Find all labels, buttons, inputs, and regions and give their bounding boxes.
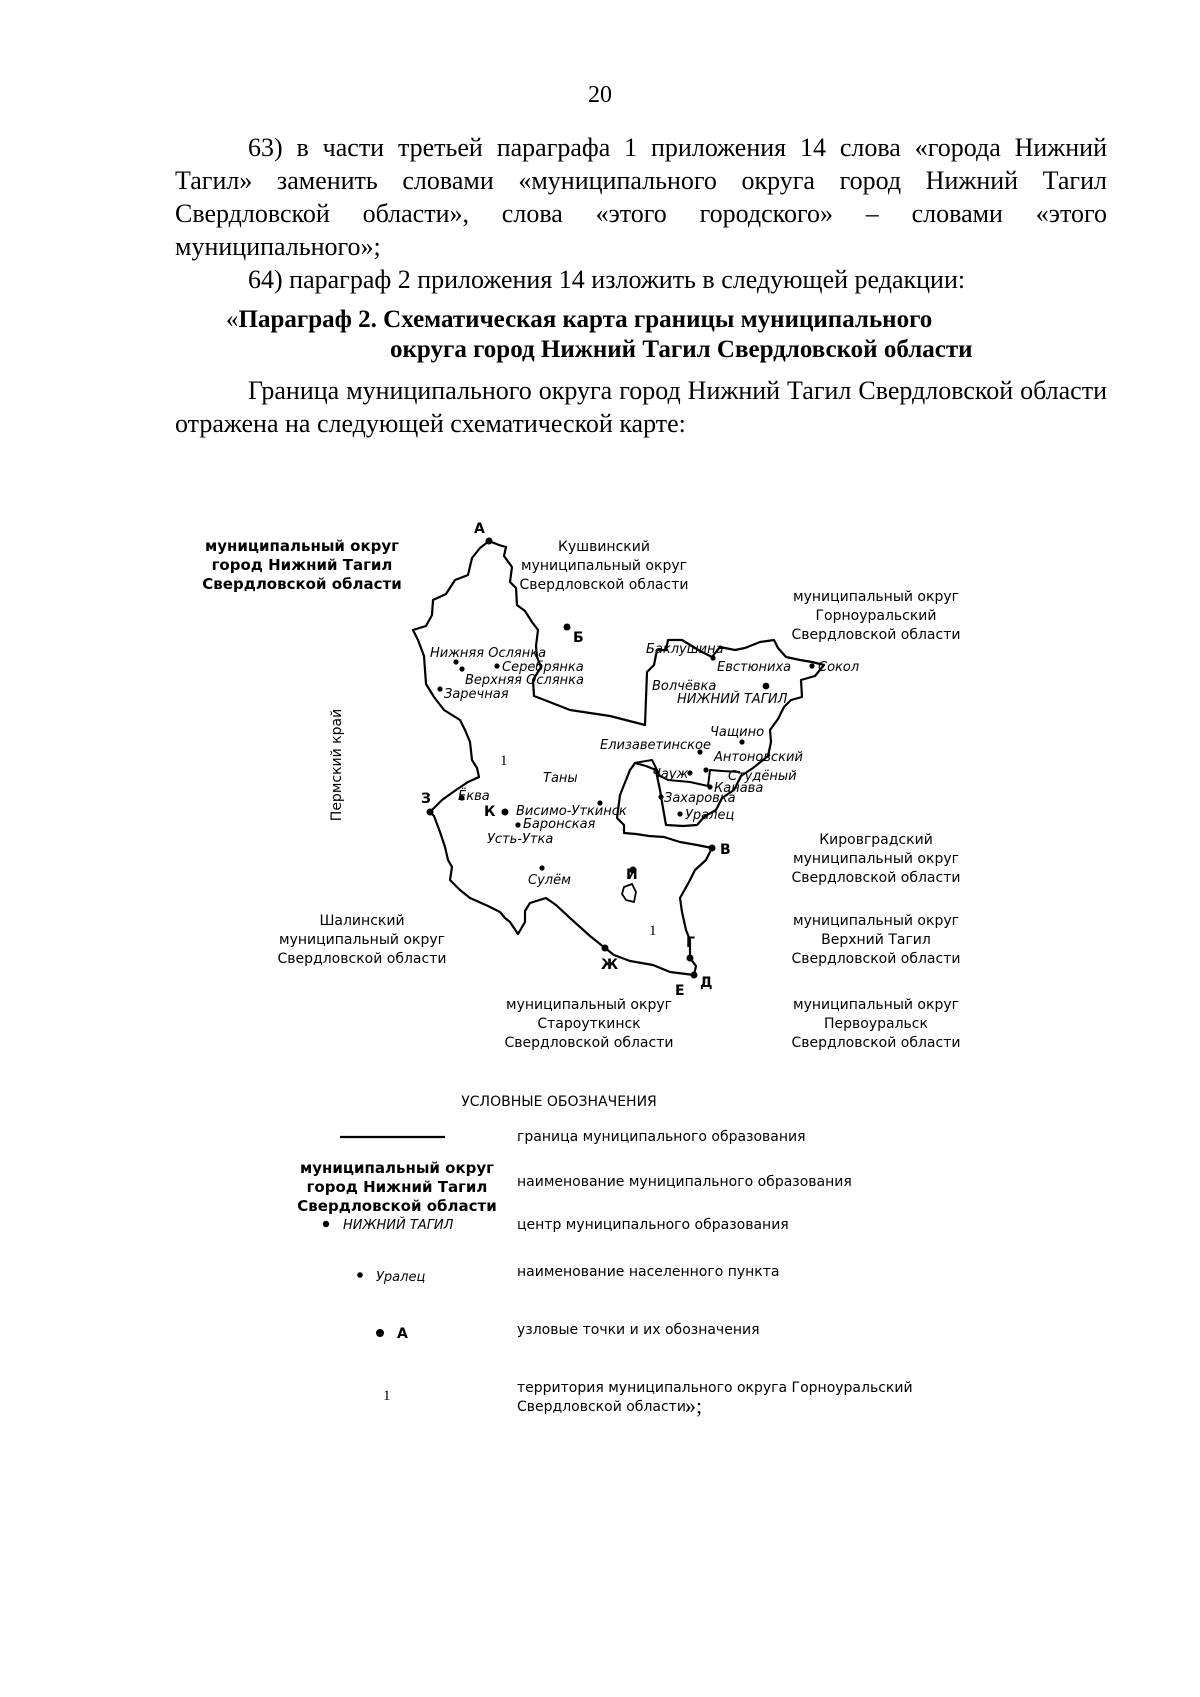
- territory-mark-2: 1: [649, 923, 657, 939]
- closing-quote: »;: [685, 1393, 703, 1418]
- label-verkhnyaya-oslyanka: Верхняя Ослянка: [465, 673, 584, 688]
- legend-territory-desc-2: Свердловской области.: [517, 1399, 691, 1415]
- neighbor-verkhny-tagil-2: Верхний Тагил: [821, 932, 931, 948]
- legend-node-desc: узловые точки и их обозначения: [517, 1322, 760, 1338]
- node-label-z: З: [421, 791, 431, 807]
- legend-title: УСЛОВНЫЕ ОБОЗНАЧЕНИЯ: [461, 1094, 657, 1110]
- node-label-v: В: [720, 842, 731, 858]
- legend-name-sample-2: город Нижний Тагил: [306, 1178, 488, 1196]
- legend-settlement-dot: [357, 1272, 363, 1278]
- label-chauzh: Чауж: [652, 767, 689, 782]
- legend-name-sample-1: муниципальный округ: [300, 1159, 494, 1177]
- neighbor-pervouralsk-2: Первоуральск: [824, 1016, 928, 1032]
- neighbor-kushva-1: Кушвинский: [558, 539, 650, 555]
- heading-text-1: Параграф 2. Схематическая карта границы муниципального: [238, 306, 933, 333]
- neighbor-staroutkinsk-3: Свердловской области: [504, 1035, 674, 1051]
- legend-settlement-sample: Уралец: [376, 1270, 426, 1285]
- neighbor-shalinsky-3: Свердловской области: [277, 951, 447, 967]
- legend-territory-desc-1: территория муниципального округа Горноуральский: [517, 1380, 913, 1396]
- label-ekva: Ёква: [458, 789, 490, 804]
- label-sulem: Сулём: [528, 873, 571, 888]
- neighbor-kirovgrad-2: муниципальный округ: [793, 851, 959, 867]
- legend-center-desc: центр муниципального образования: [517, 1217, 789, 1233]
- label-kanava: Канава: [714, 781, 764, 796]
- node-label-d: Д: [700, 975, 713, 991]
- node-points: [427, 538, 716, 979]
- map-title-line-3: Свердловской области: [202, 575, 402, 593]
- neighbor-kushva-2: муниципальный округ: [521, 558, 687, 574]
- neighbor-gornouralsky-3: Свердловской области: [791, 627, 961, 643]
- legend-name-sample: [297, 1159, 496, 1215]
- legend: [297, 1094, 912, 1418]
- map-title: [202, 537, 401, 593]
- label-tany: Таны: [543, 771, 578, 786]
- node-label-k: К: [484, 804, 496, 820]
- label-elizavetinskoe: Елизаветинское: [600, 738, 711, 753]
- page-number: 20: [588, 82, 612, 108]
- label-serebryanka: Серебрянка: [502, 660, 584, 675]
- neighbor-staroutkinsk-1: муниципальный округ: [506, 997, 672, 1013]
- territory-mark-1: 1: [500, 753, 508, 769]
- neighbor-perm: Пермский край: [329, 708, 345, 822]
- legend-territory-sample: 1: [383, 1388, 391, 1404]
- paragraph-64: 64) параграф 2 приложения 14 изложить в следующей редакции:: [248, 265, 966, 294]
- label-zarechnaya: Заречная: [444, 687, 509, 702]
- paragraph-intro: Граница муниципального округа город Нижний Тагил Свердловской области отражена на следующей схематической карте:: [175, 376, 1107, 438]
- node-label-g: Г: [686, 935, 695, 951]
- enclave-i: [622, 884, 636, 902]
- node-label-a: А: [474, 521, 485, 537]
- label-nizhnyaya-oslyanka: Нижняя Ослянка: [430, 646, 547, 661]
- neighbor-kirovgrad-1: Кировградский: [819, 832, 933, 848]
- map-title-line-2: город Нижний Тагил: [211, 556, 393, 574]
- legend-node-dot: [376, 1329, 384, 1337]
- label-antonovsky: Антоновский: [714, 750, 803, 765]
- label-zakharovka: Захаровка: [664, 791, 736, 806]
- legend-node-sample: А: [397, 1326, 408, 1342]
- neighbor-shalinsky-2: муниципальный округ: [279, 932, 445, 948]
- neighbor-staroutkinsk-2: Староуткинск: [537, 1016, 641, 1032]
- map-title-line-1: муниципальный округ: [205, 537, 399, 555]
- legend-settlement-desc: наименование населенного пункта: [517, 1264, 780, 1280]
- label-sokol: Сокол: [818, 660, 860, 675]
- legend-name-desc: наименование муниципального образования: [517, 1174, 852, 1190]
- neighbor-verkhny-tagil-3: Свердловской области: [791, 951, 961, 967]
- label-ust-utka: Усть-Утка: [487, 832, 554, 847]
- neighbor-pervouralsk-1: муниципальный округ: [793, 997, 959, 1013]
- node-label-e: Е: [675, 983, 685, 999]
- heading-line-2: округа город Нижний Тагил Свердловской области: [390, 336, 973, 363]
- label-baronskaya: Баронская: [523, 817, 596, 832]
- paragraph-63: 63) в части третьей параграфа 1 приложения 14 слова «города Нижний Тагил» заменить словами «муниципального округа город Нижний Тагил Свердловской области», слова «этого городского» – словами «этого муниципального»;: [175, 133, 1107, 261]
- label-chashchino: Чащино: [710, 725, 765, 740]
- label-baklushina: Баклушина: [646, 642, 724, 657]
- label-studeny: Студёный: [728, 769, 797, 784]
- neighbor-kushva-3: Свердловской области: [519, 577, 689, 593]
- neighbor-pervouralsk-3: Свердловской области: [791, 1035, 961, 1051]
- legend-name-sample-3: Свердловской области: [297, 1197, 497, 1215]
- neighbor-gornouralsky-1: муниципальный округ: [793, 589, 959, 605]
- legend-center-sample: НИЖНИЙ ТАГИЛ: [343, 1218, 454, 1233]
- neighbor-verkhny-tagil-1: муниципальный округ: [793, 913, 959, 929]
- node-label-i: И: [626, 867, 638, 883]
- neighbor-kirovgrad-3: Свердловской области: [791, 870, 961, 886]
- opening-quote: «: [226, 306, 239, 333]
- label-uralets: Уралец: [685, 808, 735, 823]
- label-nizhny-tagil: НИЖНИЙ ТАГИЛ: [677, 692, 788, 707]
- neighbor-shalinsky-1: Шалинский: [319, 913, 405, 929]
- node-label-zh: Ж: [601, 957, 619, 973]
- legend-center-dot: [323, 1221, 329, 1227]
- node-label-b: Б: [573, 630, 584, 646]
- label-volchevka: Волчёвка: [652, 679, 717, 694]
- label-visimo-utkinsk: Висимо-Уткинск: [516, 804, 627, 819]
- neighbor-gornouralsky-2: Горноуральский: [815, 608, 937, 624]
- legend-boundary-desc: граница муниципального образования: [517, 1129, 806, 1145]
- label-evstyunikha: Евстюниха: [717, 660, 792, 675]
